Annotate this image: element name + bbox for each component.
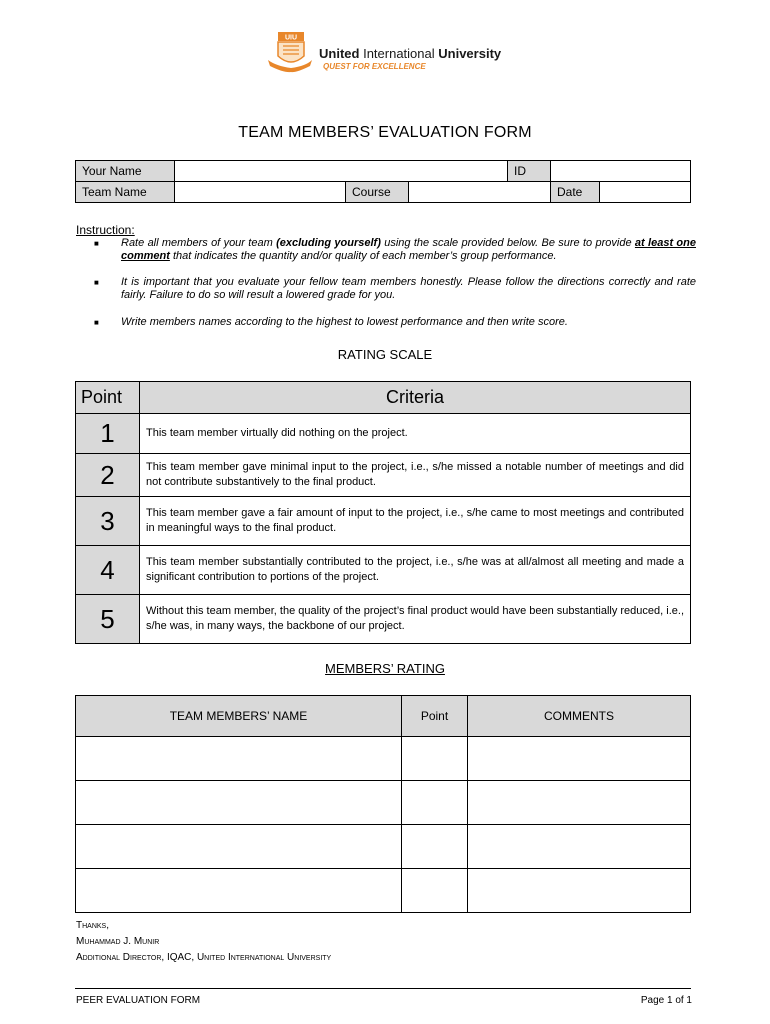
university-motto: QUEST FOR EXCELLENCE xyxy=(323,62,426,71)
criteria-text: This team member gave minimal input to the project, i.e., s/he missed a notable number of meetings and did not contribute substantively to the final product. xyxy=(140,454,691,497)
table-row xyxy=(76,546,691,595)
member-point-cell[interactable] xyxy=(402,869,468,913)
your-name-label: Your Name xyxy=(76,161,175,182)
instruction-item: ■ Write members names according to the highest to lowest performance and then write score. xyxy=(94,316,568,328)
table-row xyxy=(76,497,691,546)
member-comments-cell[interactable] xyxy=(468,781,691,825)
table-row xyxy=(76,595,691,644)
svg-text:UIU: UIU xyxy=(284,34,298,42)
team-name-label: Team Name xyxy=(76,182,175,203)
member-name-cell[interactable] xyxy=(76,737,402,781)
criteria-column-header: Criteria xyxy=(140,382,691,414)
info-table xyxy=(75,160,691,203)
comments-column-header: COMMENTS xyxy=(468,696,691,737)
members-rating-heading: MEMBERS’ RATING xyxy=(325,661,445,676)
id-field[interactable] xyxy=(551,161,691,182)
member-name-cell[interactable] xyxy=(76,781,402,825)
point-value: 2 xyxy=(76,454,140,497)
instruction-item: ■ Rate all members of your team (excluding yourself) using the scale provided below. Be sure to provide at least one comment that indicates the quantity and/or quality of each member’s group performance. xyxy=(94,237,696,262)
id-label: ID xyxy=(508,161,551,182)
date-field[interactable] xyxy=(600,182,691,203)
point-value: 5 xyxy=(76,595,140,644)
footer-form-name: PEER EVALUATION FORM xyxy=(76,995,201,1006)
table-row xyxy=(76,737,691,781)
table-row xyxy=(76,869,691,913)
signature-title: Additional Director, IQAC, United International University xyxy=(76,952,332,963)
team-name-field[interactable] xyxy=(175,182,346,203)
instruction-item: ■ It is important that you evaluate your fellow team members honestly. Please follow the directions correctly and rate fairly. Failure to do so will result a lowered grade for you. xyxy=(94,276,696,301)
form-title: TEAM MEMBERS’ EVALUATION FORM xyxy=(238,124,532,141)
point-value: 4 xyxy=(76,546,140,595)
table-row xyxy=(76,454,691,497)
signature-name: Muhammad J. Munir xyxy=(76,936,160,947)
course-label: Course xyxy=(346,182,409,203)
members-rating-table xyxy=(75,695,691,913)
member-comments-cell[interactable] xyxy=(468,737,691,781)
date-label: Date xyxy=(551,182,600,203)
university-logo xyxy=(266,30,506,78)
member-point-cell[interactable] xyxy=(402,737,468,781)
point-value: 3 xyxy=(76,497,140,546)
instruction-heading: Instruction: xyxy=(76,223,135,237)
member-comments-cell[interactable] xyxy=(468,869,691,913)
point-value: 1 xyxy=(76,414,140,454)
bullet-icon: ■ xyxy=(94,278,99,287)
point-column-header: Point xyxy=(76,382,140,414)
member-name-cell[interactable] xyxy=(76,869,402,913)
uiu-crest-icon xyxy=(266,30,314,74)
footer-page-number: Page 1 of 1 xyxy=(640,995,692,1006)
rating-scale-heading: RATING SCALE xyxy=(337,347,433,362)
criteria-text: This team member gave a fair amount of input to the project, i.e., s/he came to most meetings and contributed in meaningful ways to the final product. xyxy=(140,497,691,546)
signature-thanks: Thanks, xyxy=(76,920,110,931)
member-name-column-header: TEAM MEMBERS’ NAME xyxy=(76,696,402,737)
criteria-text: This team member virtually did nothing on the project. xyxy=(140,414,691,454)
member-name-cell[interactable] xyxy=(76,825,402,869)
rating-scale-table xyxy=(75,381,691,644)
university-name: United International University xyxy=(319,46,502,61)
table-row xyxy=(76,781,691,825)
point-column-header: Point xyxy=(402,696,468,737)
bullet-icon: ■ xyxy=(94,318,99,327)
signature-block xyxy=(76,918,331,966)
your-name-field[interactable] xyxy=(175,161,508,182)
course-field[interactable] xyxy=(409,182,551,203)
bullet-icon: ■ xyxy=(94,239,99,248)
criteria-text: This team member substantially contributed to the project, i.e., s/he was at all/almost all meeting and made a significant contribution to portions of the project. xyxy=(140,546,691,595)
criteria-text: Without this team member, the quality of the project’s final product would have been substantially reduced, i.e., s/he was, in many ways, the backbone of our project. xyxy=(140,595,691,644)
member-point-cell[interactable] xyxy=(402,781,468,825)
table-row xyxy=(76,825,691,869)
member-point-cell[interactable] xyxy=(402,825,468,869)
member-comments-cell[interactable] xyxy=(468,825,691,869)
footer-divider xyxy=(75,988,691,989)
table-row xyxy=(76,414,691,454)
